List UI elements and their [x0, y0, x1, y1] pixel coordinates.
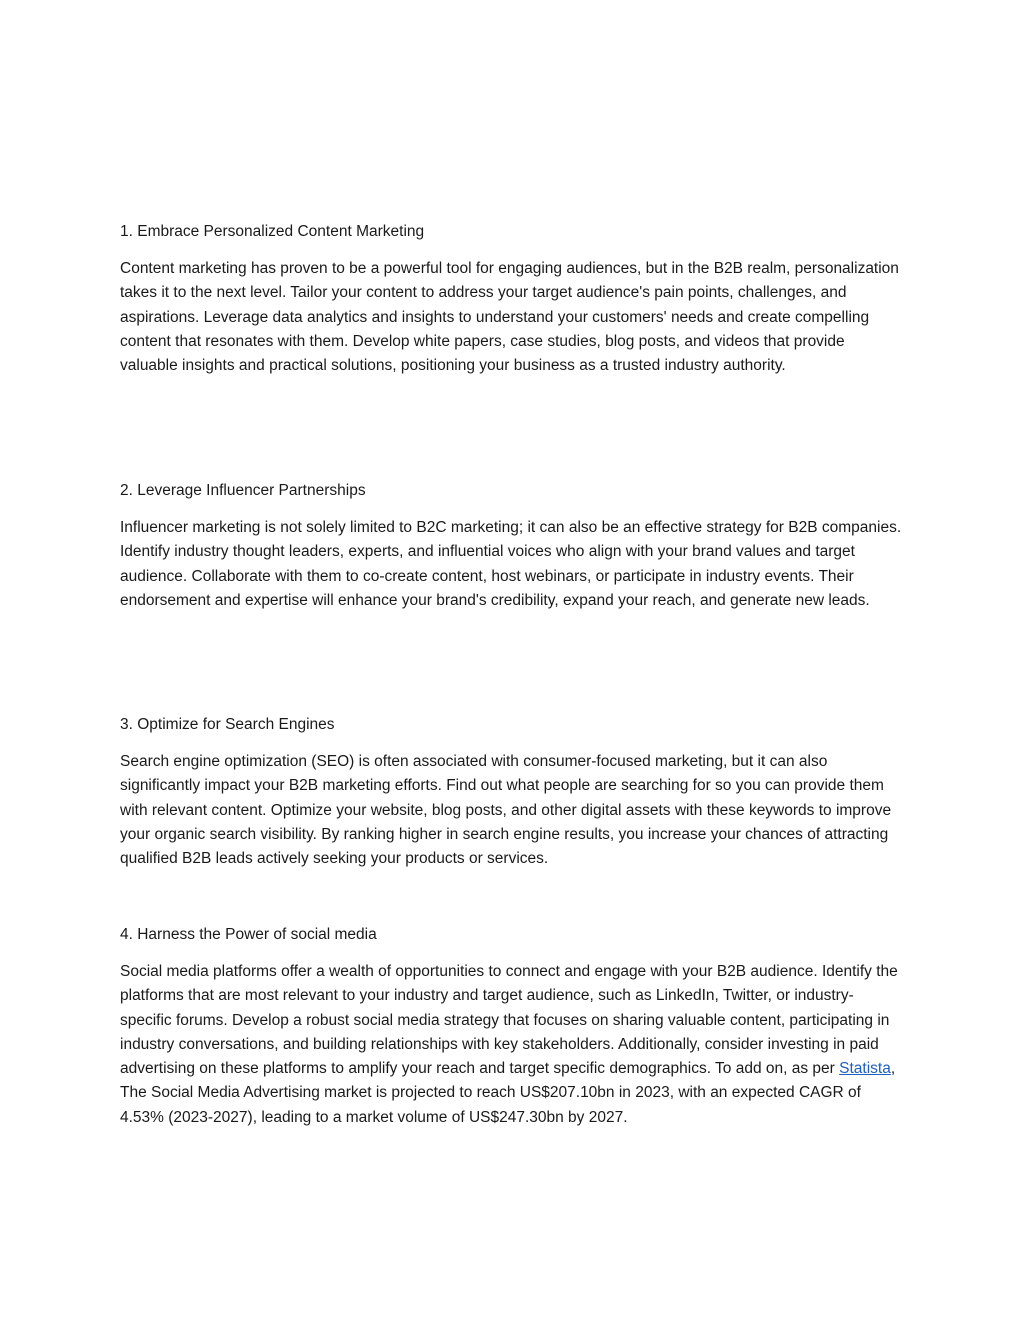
section-search-engines	[120, 713, 904, 871]
section-paragraph: Search engine optimization (SEO) is often associated with consumer-focused marketing, but it can also significantly impact your B2B marketing efforts. Find out what people are searching for so you can provide them with relevant content. Optimize your website, blog posts, and other digital assets with these keywords to improve your organic search visibility. By ranking higher in search engine results, you increase your chances of attracting qualified B2B leads actively seeking your products or services.	[120, 753, 892, 868]
paragraph-text-after-link: , The Social Media Advertising market is projected to reach US$207.10bn in 2023, with an expected CAGR of 4.53% (2023-2027), leading to a market volume of US$247.30bn by 2027.	[120, 1060, 896, 1126]
section-personalized-content	[120, 220, 904, 378]
section-heading: 4. Harness the Power of social media	[120, 926, 377, 943]
section-social-media	[120, 923, 904, 1130]
statista-link[interactable]: Statista	[839, 1060, 891, 1078]
paragraph-text-before-link: Social media platforms offer a wealth of opportunities to connect and engage with your B2B audience. Identify the platforms that are most relevant to your industry and target audience, such as LinkedIn, Twitter, or industry-specific forums. Develop a robust social media strategy that focuses on sharing valuable content, participating in industry conversations, and building relationships with key stakeholders. Additionally, consider investing in paid advertising on these platforms to amplify your reach and target specific demographics. To add on, as per	[120, 963, 898, 1078]
section-influencer-partnerships	[120, 479, 904, 613]
section-paragraph: Influencer marketing is not solely limited to B2C marketing; it can also be an effective strategy for B2B companies. Identify industry thought leaders, experts, and influential voices who align with your brand values and target audience. Collaborate with them to co-create content, host webinars, or participate in industry events. Their endorsement and expertise will enhance your brand's credibility, expand your reach, and generate new leads.	[120, 519, 902, 609]
section-heading: 3. Optimize for Search Engines	[120, 716, 335, 733]
section-paragraph	[120, 960, 904, 1130]
section-paragraph: Content marketing has proven to be a powerful tool for engaging audiences, but in the B2B realm, personalization takes it to the next level. Tailor your content to address your target audience's pain points, challenges, and aspirations. Leverage data analytics and insights to understand your customers' needs and create compelling content that resonates with them. Develop white papers, case studies, blog posts, and videos that provide valuable insights and practical solutions, positioning your business as a trusted industry authority.	[120, 260, 899, 375]
section-heading: 2. Leverage Influencer Partnerships	[120, 482, 366, 499]
section-heading: 1. Embrace Personalized Content Marketing	[120, 223, 425, 240]
